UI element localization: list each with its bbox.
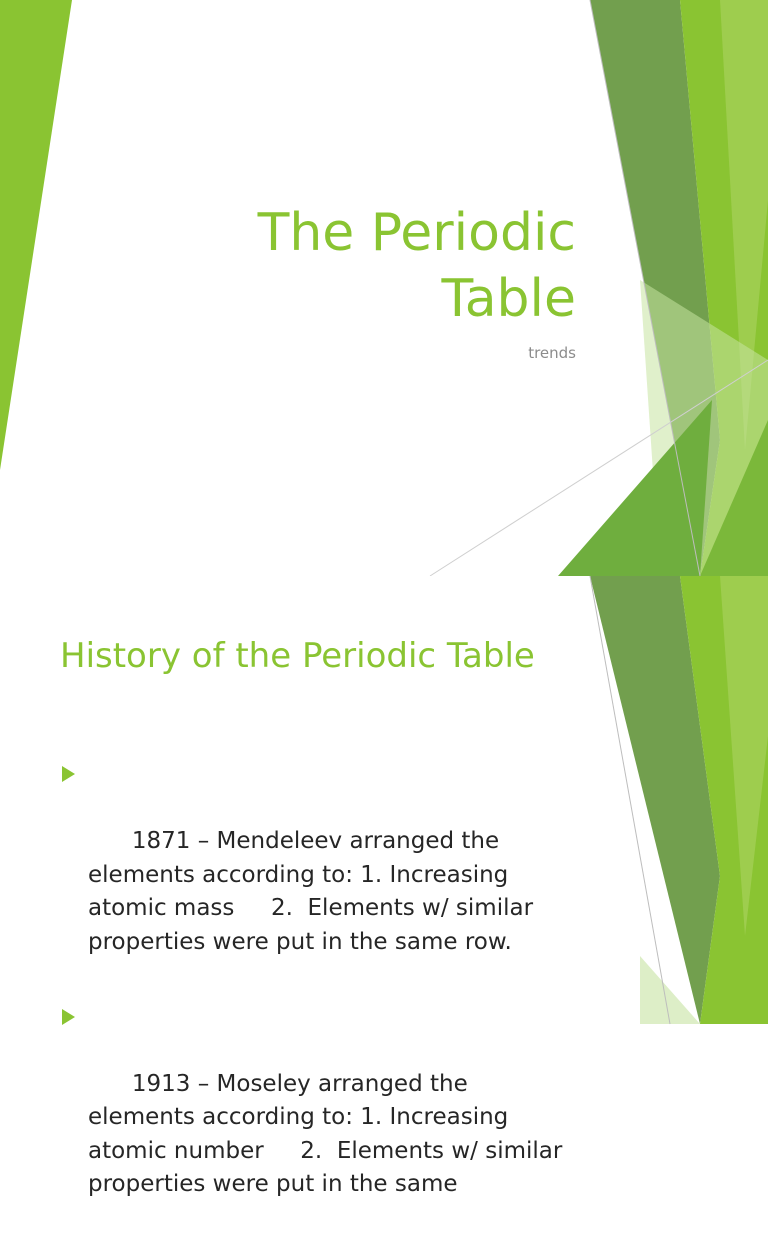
- bullet-item: [60, 1001, 580, 1236]
- slide-title: [56, 200, 576, 332]
- slide-title-line1: The Periodic: [257, 203, 576, 263]
- title-slide: [0, 0, 768, 576]
- slide-title-line2: Table: [441, 269, 576, 329]
- bullet-text: 1871 – Mendeleev arranged the elements according to: 1. Increasing atomic mass 2. Elements w/ similar properties were put in the same row.: [88, 828, 541, 955]
- slide-subtitle: trends: [528, 344, 576, 362]
- triangle-bullet-icon: [62, 1009, 75, 1025]
- slide-title: History of the Periodic Table: [60, 636, 535, 676]
- bullet-list: [60, 758, 580, 1243]
- bullet-text: 1913 – Moseley arranged the elements according to: 1. Increasing atomic number 2. Elements w/ similar properties were put in the same: [88, 1070, 570, 1197]
- bullet-item: [60, 758, 580, 993]
- history-slide: [0, 576, 768, 1197]
- bottom-facet: [558, 400, 712, 576]
- title-block: [56, 200, 576, 362]
- triangle-bullet-icon: [62, 766, 75, 782]
